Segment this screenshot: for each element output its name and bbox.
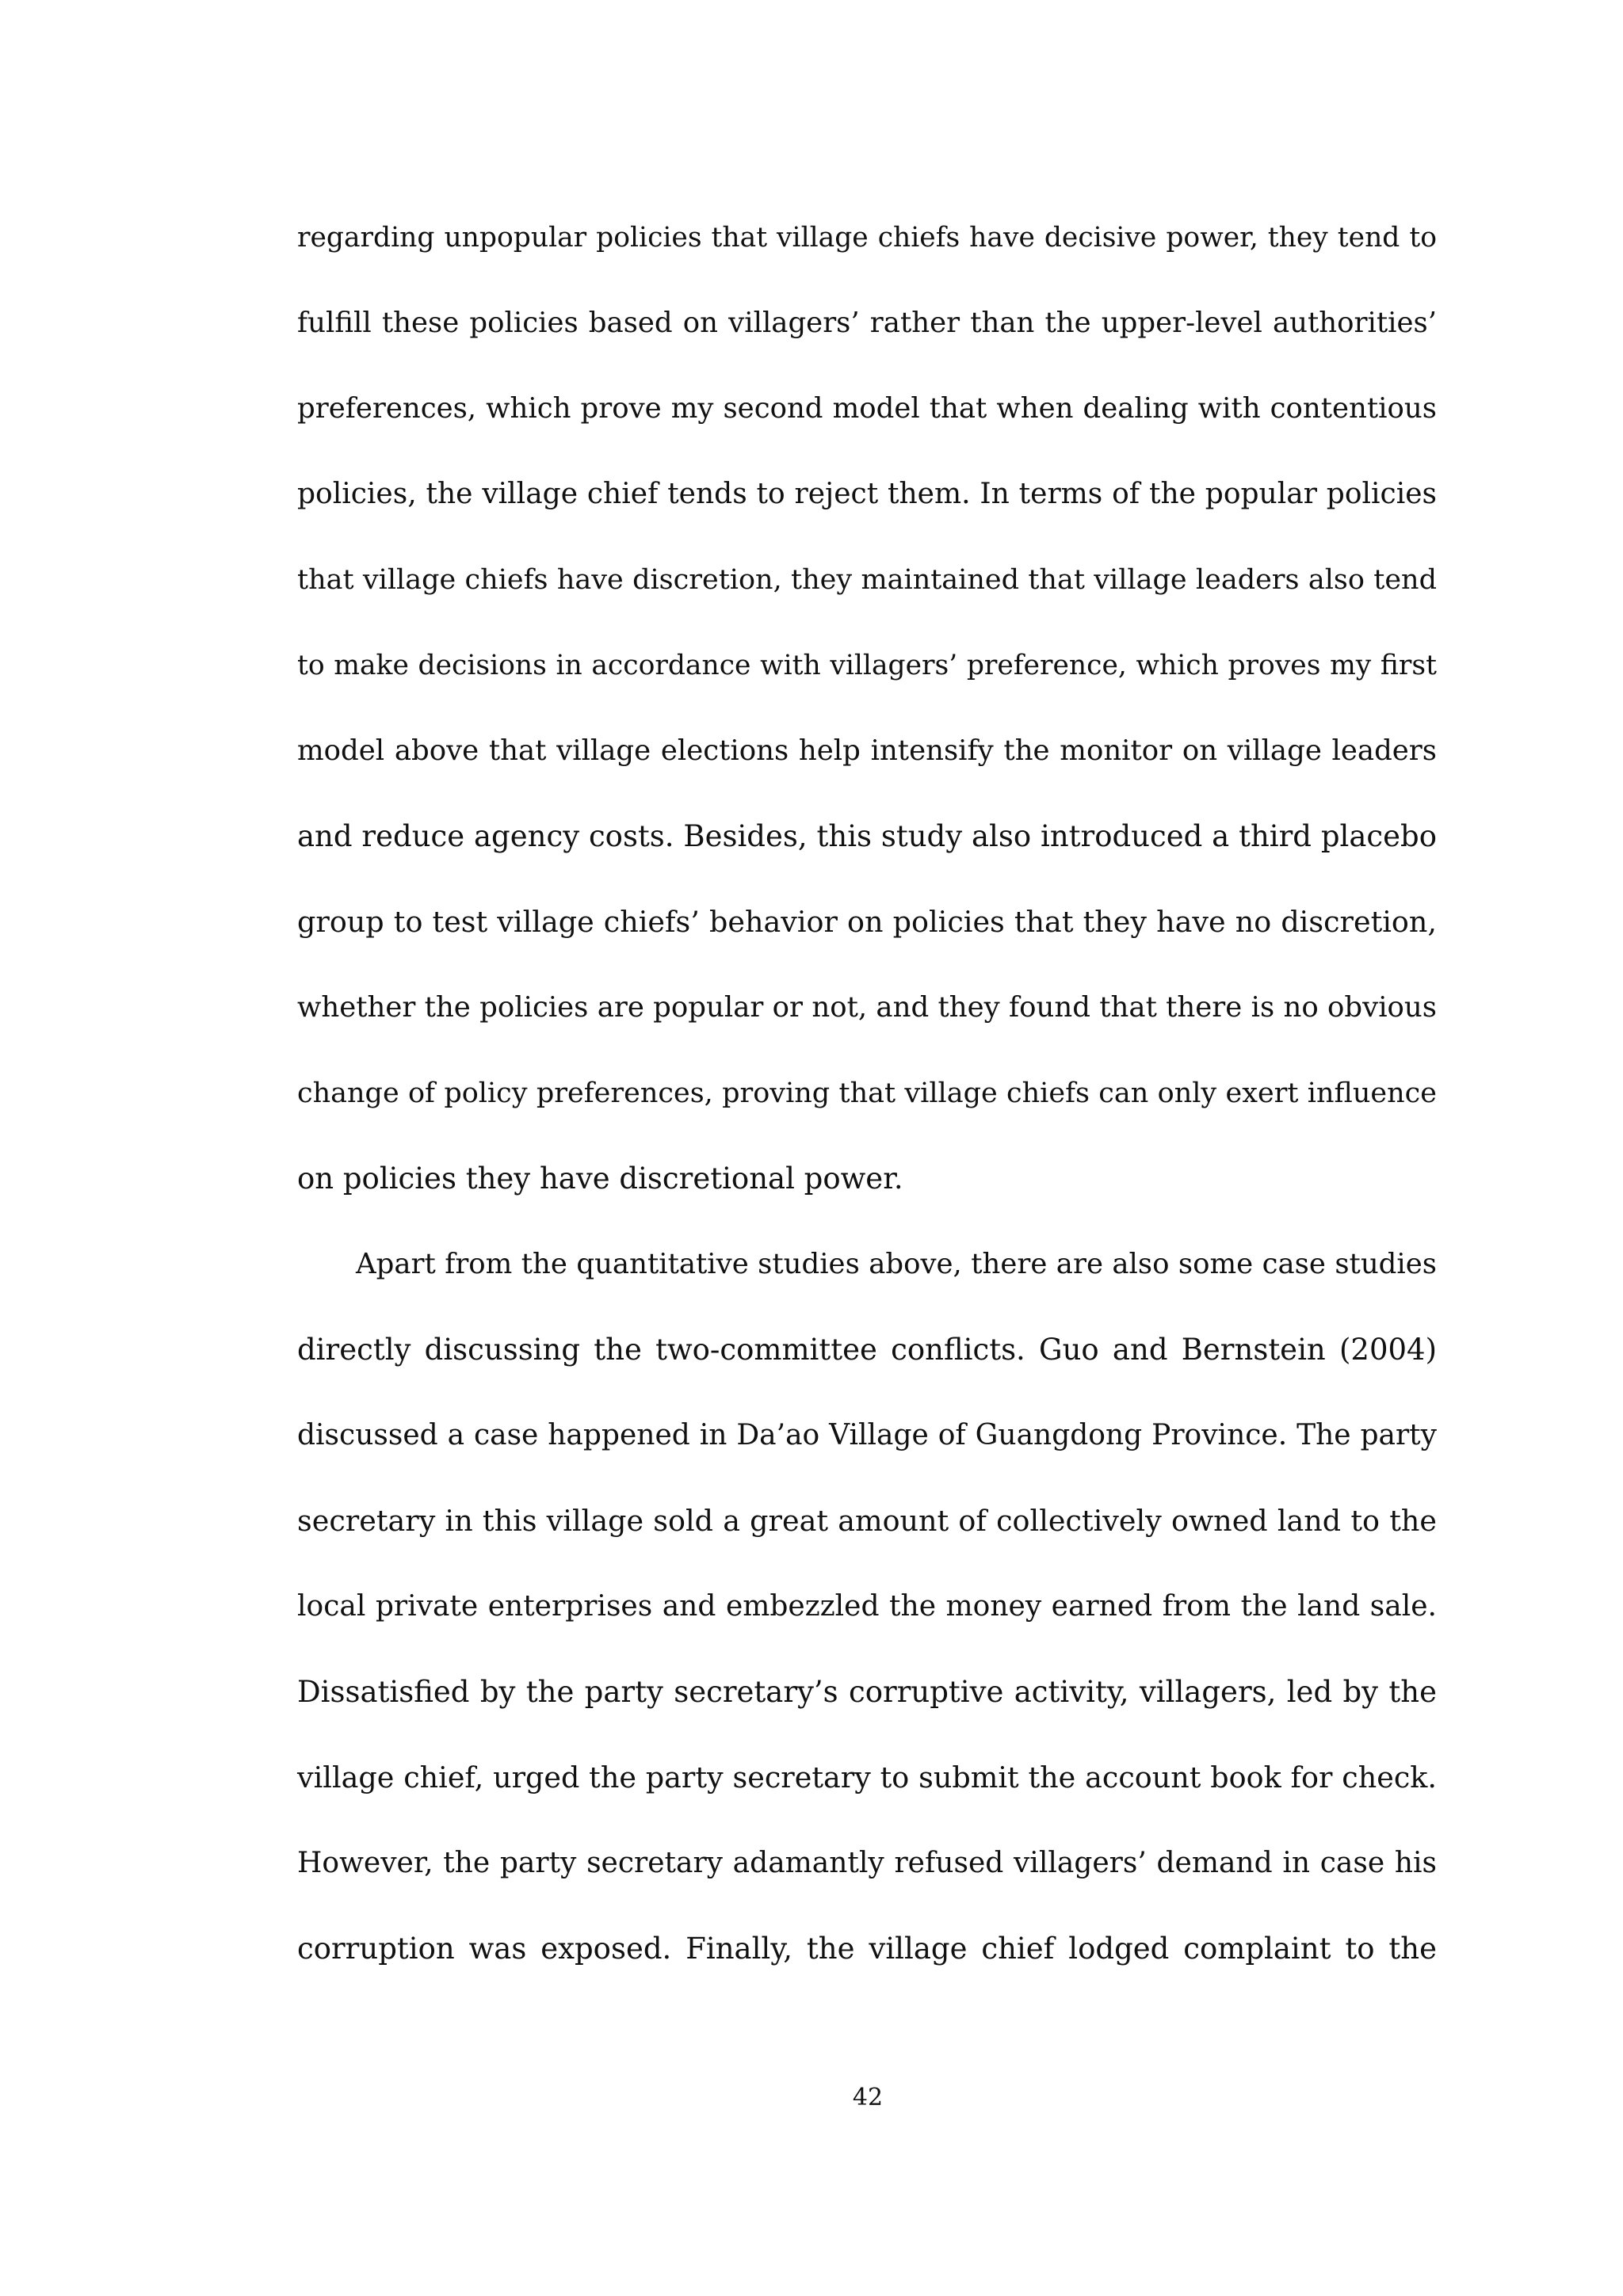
text-line: corruption was exposed. Finally, the village chief lodged complaint to the [297,1932,1437,1966]
text-line: change of policy preferences, proving that village chiefs can only exert influence [297,1077,1437,1109]
text-line: secretary in this village sold a great amount of collectively owned land to the [297,1504,1437,1538]
text-line: that village chiefs have discretion, they maintained that village leaders also tend [297,564,1437,596]
text-line: fulfill these policies based on villagers’ rather than the upper-level authorities’ [297,307,1437,339]
text-line: directly discussing the two-committee conflicts. Guo and Bernstein (2004) [297,1333,1437,1367]
text-line: discussed a case happened in Da’ao Village of Guangdong Province. The party [297,1419,1437,1451]
text-line: Dissatisfied by the party secretary’s corruptive activity, villagers, led by the [297,1675,1437,1709]
text-line: village chief, urged the party secretary to submit the account book for check. [297,1760,1437,1794]
text-line: Apart from the quantitative studies above, there are also some case studies [356,1248,1437,1280]
text-line: preferences, which prove my second model that when dealing with contentious [297,392,1437,425]
body-text [297,209,1437,2006]
text-line: model above that village elections help intensify the monitor on village leaders [297,734,1437,767]
text-line: to make decisions in accordance with villagers’ preference, which proves my first [297,650,1437,681]
text-line: whether the policies are popular or not, and they found that there is no obvious [297,991,1437,1024]
text-line: group to test village chiefs’ behavior on policies that they have no discretion, [297,905,1437,939]
text-line: policies, the village chief tends to reject them. In terms of the popular policies [297,478,1437,510]
text-line: on policies they have discretional power. [297,1161,903,1196]
text-line: local private enterprises and embezzled the money earned from the land sale. [297,1590,1437,1623]
text-line: regarding unpopular policies that village chiefs have decisive power, they tend to [297,222,1437,254]
text-line: However, the party secretary adamantly refused villagers’ demand in case his [297,1847,1437,1879]
page-number: 42 [852,2084,884,2111]
text-line: and reduce agency costs. Besides, this study also introduced a third placebo [297,819,1437,853]
